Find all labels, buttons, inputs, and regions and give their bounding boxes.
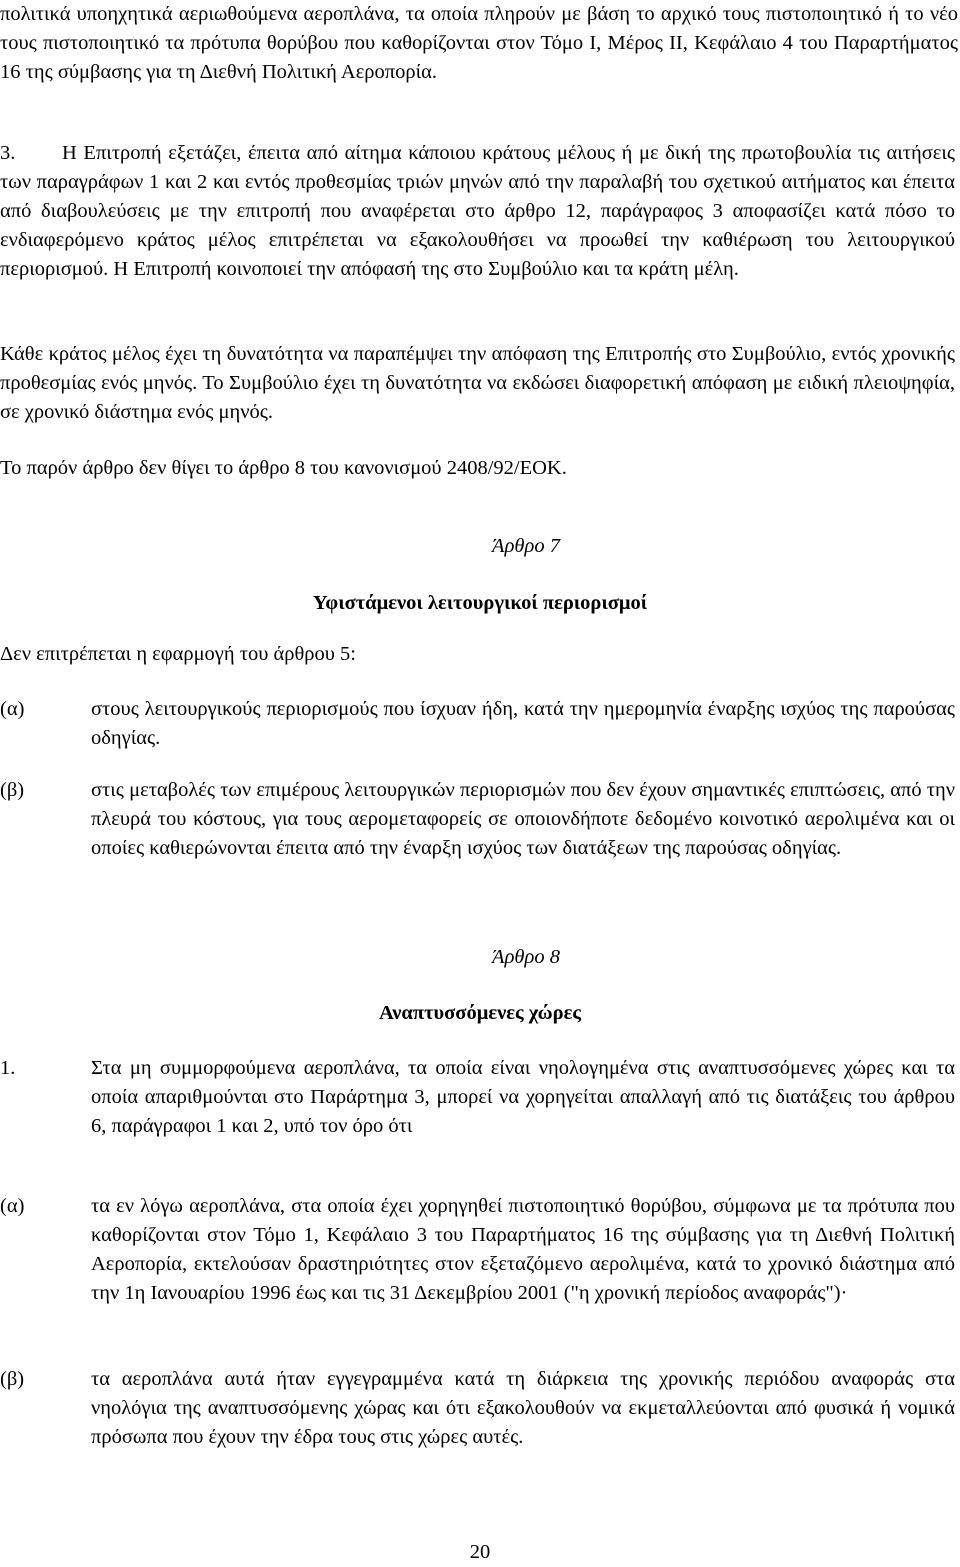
article-7-title: Υφιστάμενοι λειτουργικοί περιορισμοί [312,592,648,614]
article-7-item-b-label: (β) [0,779,25,801]
article-7-number: Άρθρο 7 [492,535,560,557]
article-7-item-a-label: (α) [0,698,25,720]
article-8-item-a-text: τα εν λόγω αεροπλάνα, στα οποία έχει χορηγηθεί πιστοποιητικό θορύβου, σύμφωνα με τα πρότυπα που καθορίζονται στον Τόμο 1, Κεφάλαιο 3 του Παραρτήματος 16 της σύμβασης για τη Διεθνή Πολιτική Αεροπορία, εκτελούσαν δραστηριότητες στον εξεταζόμενο αερολιμένα, κατά το χρονικό διάστημα από την 1η Ιανουαρίου 1996 έως και τις 31 Δεκεμβρίου 2001 ("η χρονική περίοδος αναφοράς")· [91,1195,955,1304]
page-number: 20 [469,1541,491,1563]
paragraph-continuation: πολιτικά υποηχητικά αεριωθούμενα αεροπλάνα, τα οποία πληρούν με βάση το αρχικό τους πιστοποιητικό ή το νέο τους πιστοποιητικό τα πρότυπα θορύβου που καθορίζονται στον Τόμο Ι, Μέρος ΙΙ, Κεφάλαιο 4 του Παραρτήματος 16 της σύμβασης για τη Διεθνή Πολιτική Αεροπορία. [0,3,958,83]
paragraph-3-text: Η Επιτροπή εξετάζει, έπειτα από αίτημα κάποιου κράτους μέλους ή με δική της πρωτοβουλία τις αιτήσεις των παραγράφων 1 και 2 και εντός προθεσμίας τριών μηνών από την παραλαβή του σχετικού αιτήματος και έπειτα από διαβουλεύσεις με την επιτροπή που αναφέρεται στο άρθρο 12, παράγραφος 3 αποφασίζει κατά πόσο το ενδιαφερόμενο κράτος μέλος επιτρέπεται να εξακολουθήσει να προωθεί την καθιέρωση του λειτουργικού περιορισμού. Η Επιτροπή κοινοποιεί την απόφασή της στο Συμβούλιο και τα κράτη μέλη. [0,142,955,280]
article-7-item-a-text: στους λειτουργικούς περιορισμούς που ίσχυαν ήδη, κατά την ημερομηνία έναρξης ισχύος της παρούσας οδηγίας. [91,698,955,749]
article-8-number: Άρθρο 8 [492,946,560,968]
paragraph-member-state: Κάθε κράτος μέλος έχει τη δυνατότητα να παραπέμψει την απόφαση της Επιτροπής στο Συμβούλιο, εντός χρονικής προθεσμίας ενός μηνός. Το Συμβούλιο έχει τη δυνατότητα να εκδώσει διαφορετική απόφαση με ειδική πλειοψηφία, σε χρονικό διάστημα ενός μηνός. [0,343,955,423]
article-8-item-b-label: (β) [0,1368,25,1390]
paragraph-3-number: 3. [0,142,16,164]
article-7-intro: Δεν επιτρέπεται η εφαρμογή του άρθρου 5: [0,643,356,665]
article-8-item-a-label: (α) [0,1195,25,1217]
article-7-item-b-text: στις μεταβολές των επιμέρους λειτουργικών περιορισμών που δεν έχουν σημαντικές επιπτώσεις, από την πλευρά του κόστους, για τους αερομεταφορείς σε οποιονδήποτε δεδομένο κοινοτικό αερολιμένα και οι οποίες καθιερώνονται έπειτα από την έναρξη ισχύος των διατάξεων της παρούσας οδηγίας. [91,779,955,859]
article-8-paragraph-1-number: 1. [0,1057,16,1079]
paragraph-regulation: Το παρόν άρθρο δεν θίγει το άρθρο 8 του κανονισμού 2408/92/ΕΟΚ. [0,457,567,479]
article-8-item-b-text: τα αεροπλάνα αυτά ήταν εγγεγραμμένα κατά τη διάρκεια της χρονικής περιόδου αναφοράς στα νηολόγια της αναπτυσσόμενης χώρας και ότι εξακολουθούν να εκμεταλλεύονται από φυσικά ή νομικά πρόσωπα που έχουν την έδρα τους στις χώρες αυτές. [91,1368,955,1448]
paragraph-3 [0,139,955,284]
article-8-title: Αναπτυσσόμενες χώρες [378,1002,582,1024]
article-8-paragraph-1-text: Στα μη συμμορφούμενα αεροπλάνα, τα οποία είναι νηολογημένα στις αναπτυσσόμενες χώρες και τα οποία απαριθμούνται στο Παράρτημα 3, μπορεί να χορηγείται απαλλαγή από τις διατάξεις του άρθρου 6, παράγραφοι 1 και 2, υπό τον όρο ότι [91,1057,955,1137]
